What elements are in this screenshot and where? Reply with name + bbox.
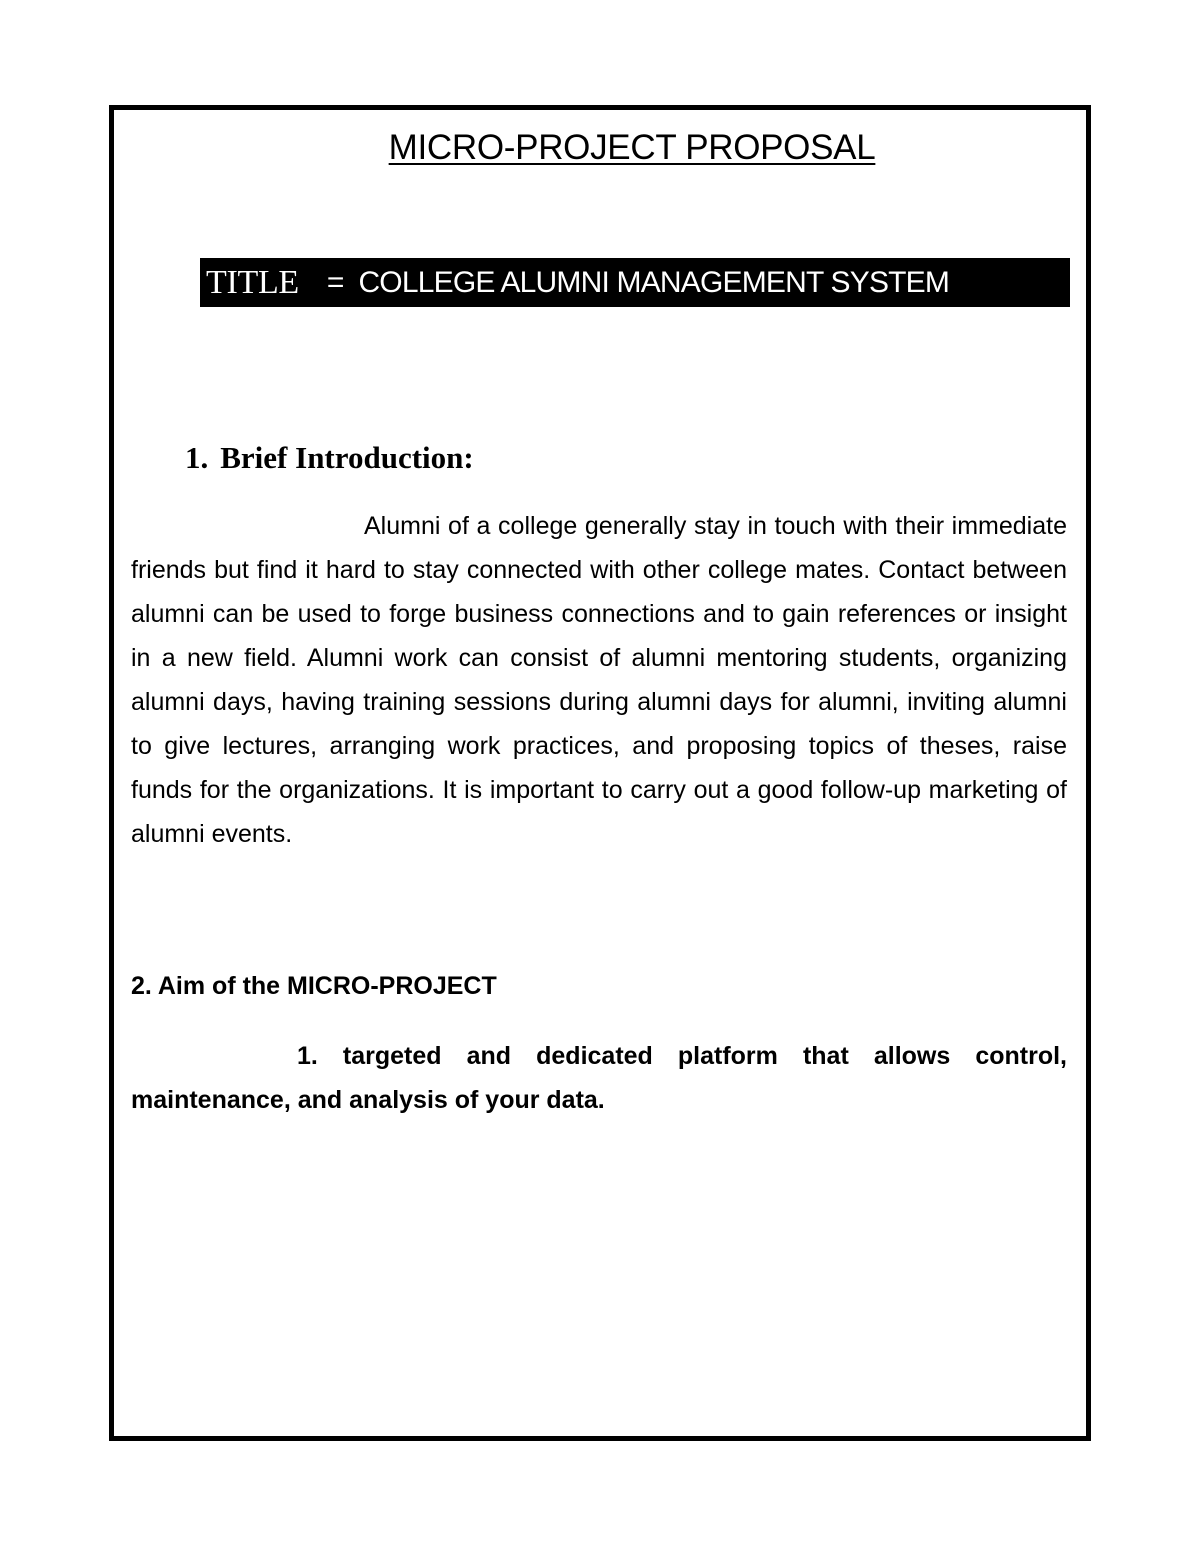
section-heading-aim: 2. Aim of the MICRO-PROJECT xyxy=(131,972,497,1000)
title-separator: = xyxy=(326,265,345,299)
title-label: TITLE xyxy=(206,263,299,301)
project-title: COLLEGE ALUMNI MANAGEMENT SYSTEM xyxy=(358,265,950,299)
section-heading-introduction xyxy=(185,440,474,476)
introduction-paragraph: Alumni of a college generally stay in touch with their immediate friends but find it hard to stay connected with other college mates. Contact between alumni can be used to forge business connections and to gain references or insight in a new field. Alumni work can consist of alumni mentoring students, organizing alumni days, having training sessions during alumni days for alumni, inviting alumni to give lectures, arranging work practices, and proposing topics of theses, raise funds for the organizations. It is important to carry out a good follow-up marketing of alumni events. xyxy=(131,512,1067,848)
title-bar xyxy=(200,258,1070,307)
section-heading-text: Brief Introduction: xyxy=(220,440,474,475)
aim-paragraph: 1. targeted and dedicated platform that allows control, maintenance, and analysis of your data. xyxy=(131,1042,1067,1114)
section-number: 1. xyxy=(185,440,209,475)
document-heading: MICRO-PROJECT PROPOSAL xyxy=(388,128,876,167)
